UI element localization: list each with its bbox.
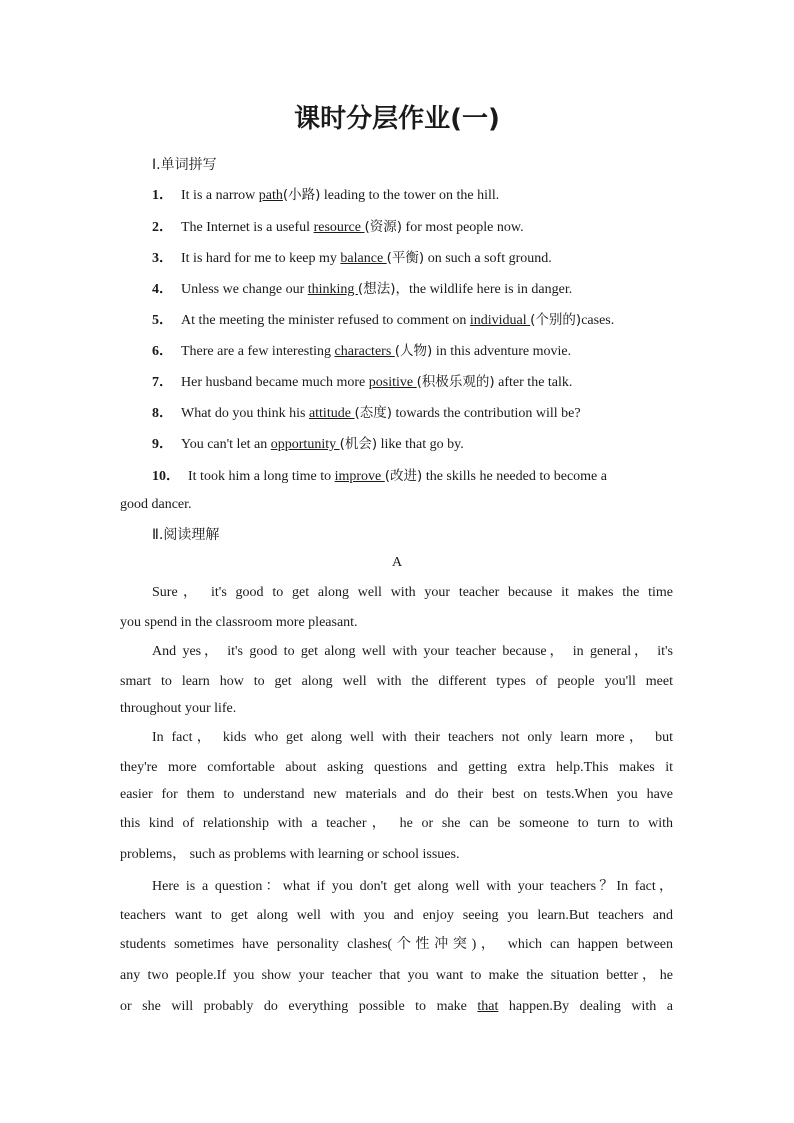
item-text: It took him a long time to [188,469,335,484]
item-number: 5． [152,313,173,328]
item-text: like that go by. [377,437,464,452]
answer-word: balance [340,251,387,266]
spelling-item [152,466,676,487]
answer-word: attitude [308,406,355,421]
item-number: 1． [152,188,173,203]
passage-label: A [391,555,403,570]
item-number: 3． [152,251,173,266]
spelling-item [152,403,676,424]
spelling-item [152,279,676,300]
item-text: It is a narrow [181,188,259,203]
item-text: for most people now. [402,220,524,235]
chinese-hint: (积极乐观的) [416,374,495,390]
passage-line-p1: Sure， it's good to get along well with your teacher because it makes the time [152,585,673,600]
item-text: Her husband became much more [181,375,369,390]
chinese-hint: (资源) [364,219,403,235]
answer-word: thinking [307,282,358,297]
page-title: 课时分层作业(一) [294,104,500,134]
chinese-hint: (小路) [282,187,321,203]
item-10-continuation: good dancer. [120,497,192,512]
passage-line-p3: they're more comfortable about asking questions and getting extra help.This makes it [120,760,673,775]
passage-line-p3: problems， such as problems with learning or school issues. [120,847,460,862]
passage-line-p4: Here is a question：what if you don't get along well with your teachers？In fact， [152,879,673,894]
spelling-item [152,248,676,269]
item-text: towards the contribution will be? [391,406,581,421]
passage-line-p3: In fact， kids who get along well with their teachers not only learn more， but [152,730,673,745]
spelling-item [152,434,676,455]
passage-line-p1: you spend in the classroom more pleasant. [120,615,358,630]
item-text: What do you think his [181,406,309,421]
item-number: 8． [152,406,173,421]
section-heading-reading: Ⅱ.阅读理解 [152,527,220,543]
item-number: 9． [152,437,173,452]
answer-word: characters [334,344,395,359]
passage-text: happen.By dealing with a [498,999,673,1014]
passage-line-p2: throughout your life. [120,701,237,716]
item-text: in this adventure movie. [432,344,572,359]
item-number: 7． [152,375,173,390]
answer-word: positive [368,375,417,390]
chinese-hint: (机会) [339,436,378,452]
answer-word: path [258,188,283,203]
passage-line-p4: any two people.If you show your teacher that you want to make the situation better，he [120,968,673,983]
item-text: the skills he needed to become a [422,469,607,484]
answer-word: opportunity [270,437,340,452]
item-number: 10． [152,469,180,484]
item-text: on such a soft ground. [424,251,552,266]
answer-word: resource [313,220,365,235]
item-text: There are a few interesting [181,344,335,359]
passage-line-p4: students sometimes have personality clashes(个性冲突)， which can happen between [120,937,673,952]
chinese-hint: (平衡) [386,250,425,266]
item-text: The Internet is a useful [181,220,314,235]
spelling-item [152,372,676,393]
passage-line-p4: teachers want to get along well with you and enjoy seeing you learn.But teachers and [120,908,673,923]
chinese-hint: (人物) [394,343,433,359]
item-number: 6． [152,344,173,359]
passage-line-p3: easier for them to understand new materials and do their best on tests.When you have [120,787,673,802]
item-text: leading to the tower on the hill. [320,188,500,203]
underlined-word: that [477,999,499,1014]
item-text: You can't let an [181,437,271,452]
spelling-item [152,310,676,331]
answer-word: improve [334,469,385,484]
item-text: Unless we change our [181,282,308,297]
passage-line-p2: And yes， it's good to get along well with your teacher because， in general， it's [152,644,673,659]
spelling-item [152,217,676,238]
item-text: the wildlife here is in danger. [408,282,573,297]
item-text: At the meeting the minister refused to comment on [181,313,470,328]
passage-line-p2: smart to learn how to get along well with the different types of people you'll meet [120,674,673,689]
spelling-item [152,341,676,362]
answer-word: individual [469,313,531,328]
passage-text: or she will probably do everything possible to make [120,999,478,1014]
chinese-hint: (想法)， [357,281,409,297]
chinese-hint: (态度) [354,405,392,421]
section-heading-spelling: Ⅰ.单词拼写 [152,157,217,173]
passage-line-p3: this kind of relationship with a teacher， he or she can be someone to turn to with [120,816,673,831]
item-text: after the talk. [494,375,573,390]
chinese-hint: (个别的) [530,312,582,328]
passage-line-p4-last [120,997,673,1017]
item-text: cases. [581,313,615,328]
item-number: 2． [152,220,173,235]
item-number: 4． [152,282,173,297]
item-text: It is hard for me to keep my [181,251,341,266]
chinese-hint: (改进) [384,468,423,484]
spelling-item [152,185,676,206]
